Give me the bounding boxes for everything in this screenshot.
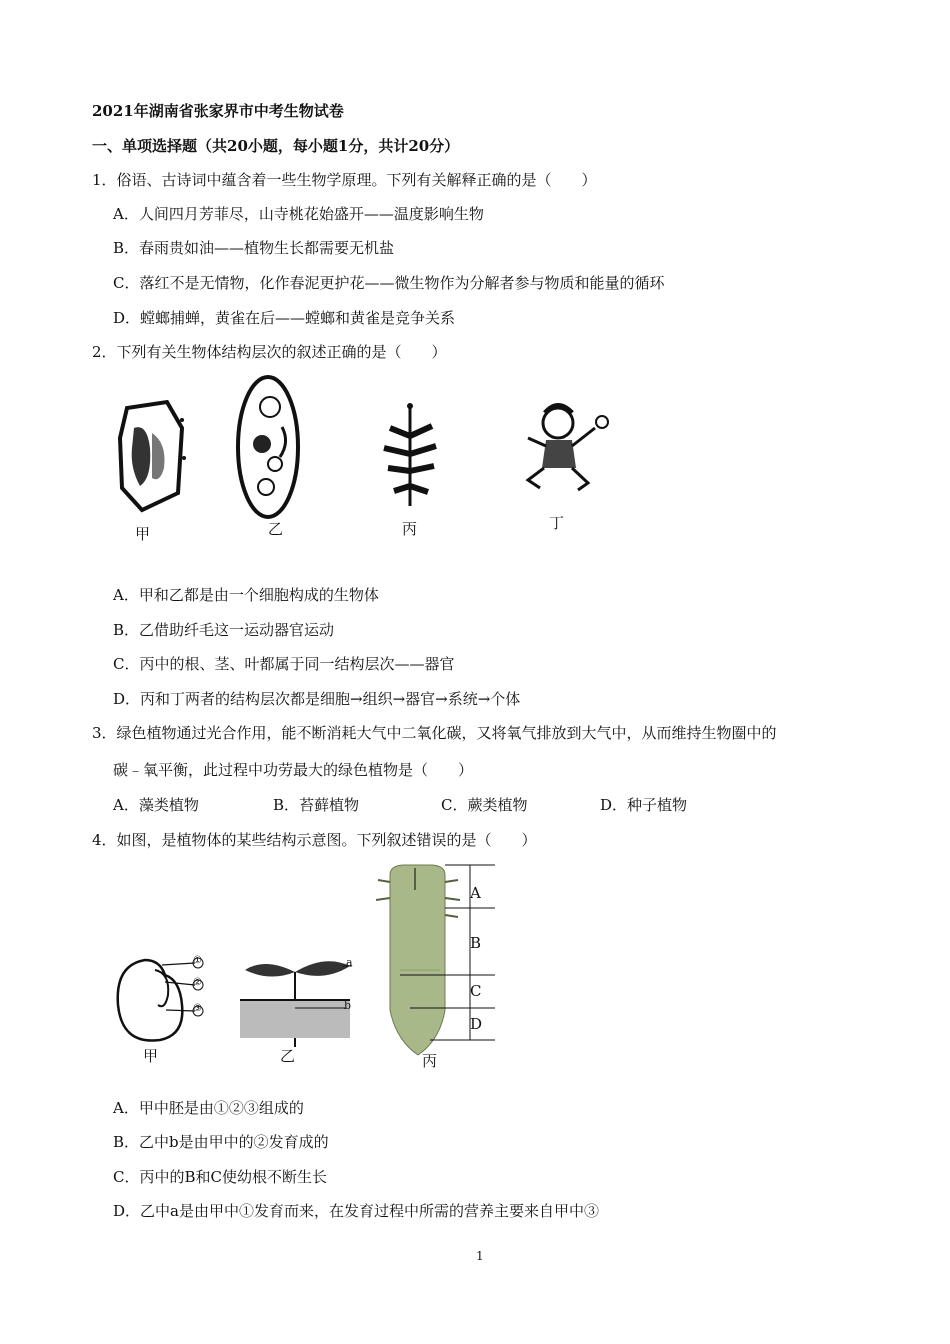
section-heading: 一、单项选择题（共20小题，每小题1分，共计20分） (92, 137, 460, 155)
question-1-option-a[interactable]: A．人间四月芳菲尽，山寺桃花始盛开——温度影响生物 (113, 205, 484, 223)
question-2-option-a[interactable]: A．甲和乙都是由一个细胞构成的生物体 (113, 586, 379, 604)
figure-label-bing: 丙 (422, 1052, 438, 1070)
seed-mark-2: ② (193, 977, 202, 988)
question-2-option-d[interactable]: D．丙和丁两者的结构层次都是细胞→组织→器官→系统→个体 (113, 690, 521, 708)
figure-label-ding: 丁 (549, 514, 565, 532)
question-3-option-c[interactable]: C．蕨类植物 (441, 796, 528, 814)
question-4-figure (110, 860, 500, 1072)
figure-label-yi: 乙 (280, 1047, 296, 1065)
question-3-option-d[interactable]: D．种子植物 (600, 796, 688, 814)
question-4-stem: 4．如图，是植物体的某些结构示意图。下列叙述错误的是（ ） (92, 831, 537, 849)
question-1-option-d[interactable]: D．螳螂捕蝉，黄雀在后——螳螂和黄雀是竞争关系 (113, 309, 456, 327)
question-1-option-b[interactable]: B．春雨贵如油——植物生长都需要无机盐 (113, 239, 395, 257)
root-tip-illustration (370, 860, 510, 1060)
question-2-option-c[interactable]: C．丙中的根、茎、叶都属于同一结构层次——器官 (113, 655, 455, 673)
question-3-stem-line2: 碳﹣氧平衡，此过程中功劳最大的绿色植物是（ ） (113, 761, 474, 779)
figure-label-bing: 丙 (402, 520, 418, 538)
question-4-option-a[interactable]: A．甲中胚是由①②③组成的 (113, 1099, 304, 1117)
question-4-option-d[interactable]: D．乙中a是由甲中①发育而来，在发育过程中所需的营养主要来自甲中③ (113, 1202, 599, 1220)
seed-mark-1: ① (193, 955, 202, 966)
question-4-option-b[interactable]: B．乙中b是由甲中的②发育成的 (113, 1133, 329, 1151)
page-title: 2021年湖南省张家界市中考生物试卷 (92, 102, 344, 120)
figure-label-yi: 乙 (268, 520, 284, 538)
question-3-stem-line1: 3．绿色植物通过光合作用，能不断消耗大气中二氧化碳，又将氧气排放到大气中，从而维持生物圈中的 (92, 724, 777, 742)
root-zone-d: D (470, 1015, 483, 1033)
question-1-stem: 1．俗语、古诗词中蕴含着一些生物学原理。下列有关解释正确的是（ ） (92, 171, 597, 189)
question-1-option-c[interactable]: C．落红不是无情物，化作春泥更护花——微生物作为分解者参与物质和能量的循环 (113, 274, 665, 292)
root-zone-b: B (470, 934, 482, 952)
plant-cell-illustration (112, 398, 192, 518)
plant-illustration (372, 396, 452, 516)
root-zone-a: A (470, 884, 481, 902)
question-4-option-c[interactable]: C．丙中的B和C使幼根不断生长 (113, 1168, 327, 1186)
question-3-option-a[interactable]: A．藻类植物 (113, 796, 199, 814)
question-3-option-b[interactable]: B．苔藓植物 (273, 796, 360, 814)
question-2-stem: 2．下列有关生物体结构层次的叙述正确的是（ ） (92, 343, 447, 361)
root-zone-c: C (470, 982, 482, 1000)
bean-seed-illustration (110, 955, 220, 1055)
page-number: 1 (476, 1249, 484, 1263)
seed-mark-3: ③ (193, 1003, 202, 1014)
figure-label-jia: 甲 (135, 525, 151, 543)
figure-label-jia: 甲 (143, 1047, 159, 1065)
question-2-figure (100, 368, 640, 548)
seedling-mark-a: a (346, 956, 353, 969)
child-illustration (510, 398, 620, 508)
question-2-option-b[interactable]: B．乙借助纤毛这一运动器官运动 (113, 621, 335, 639)
paramecium-illustration (230, 372, 310, 522)
seedling-mark-b: b (344, 999, 352, 1012)
